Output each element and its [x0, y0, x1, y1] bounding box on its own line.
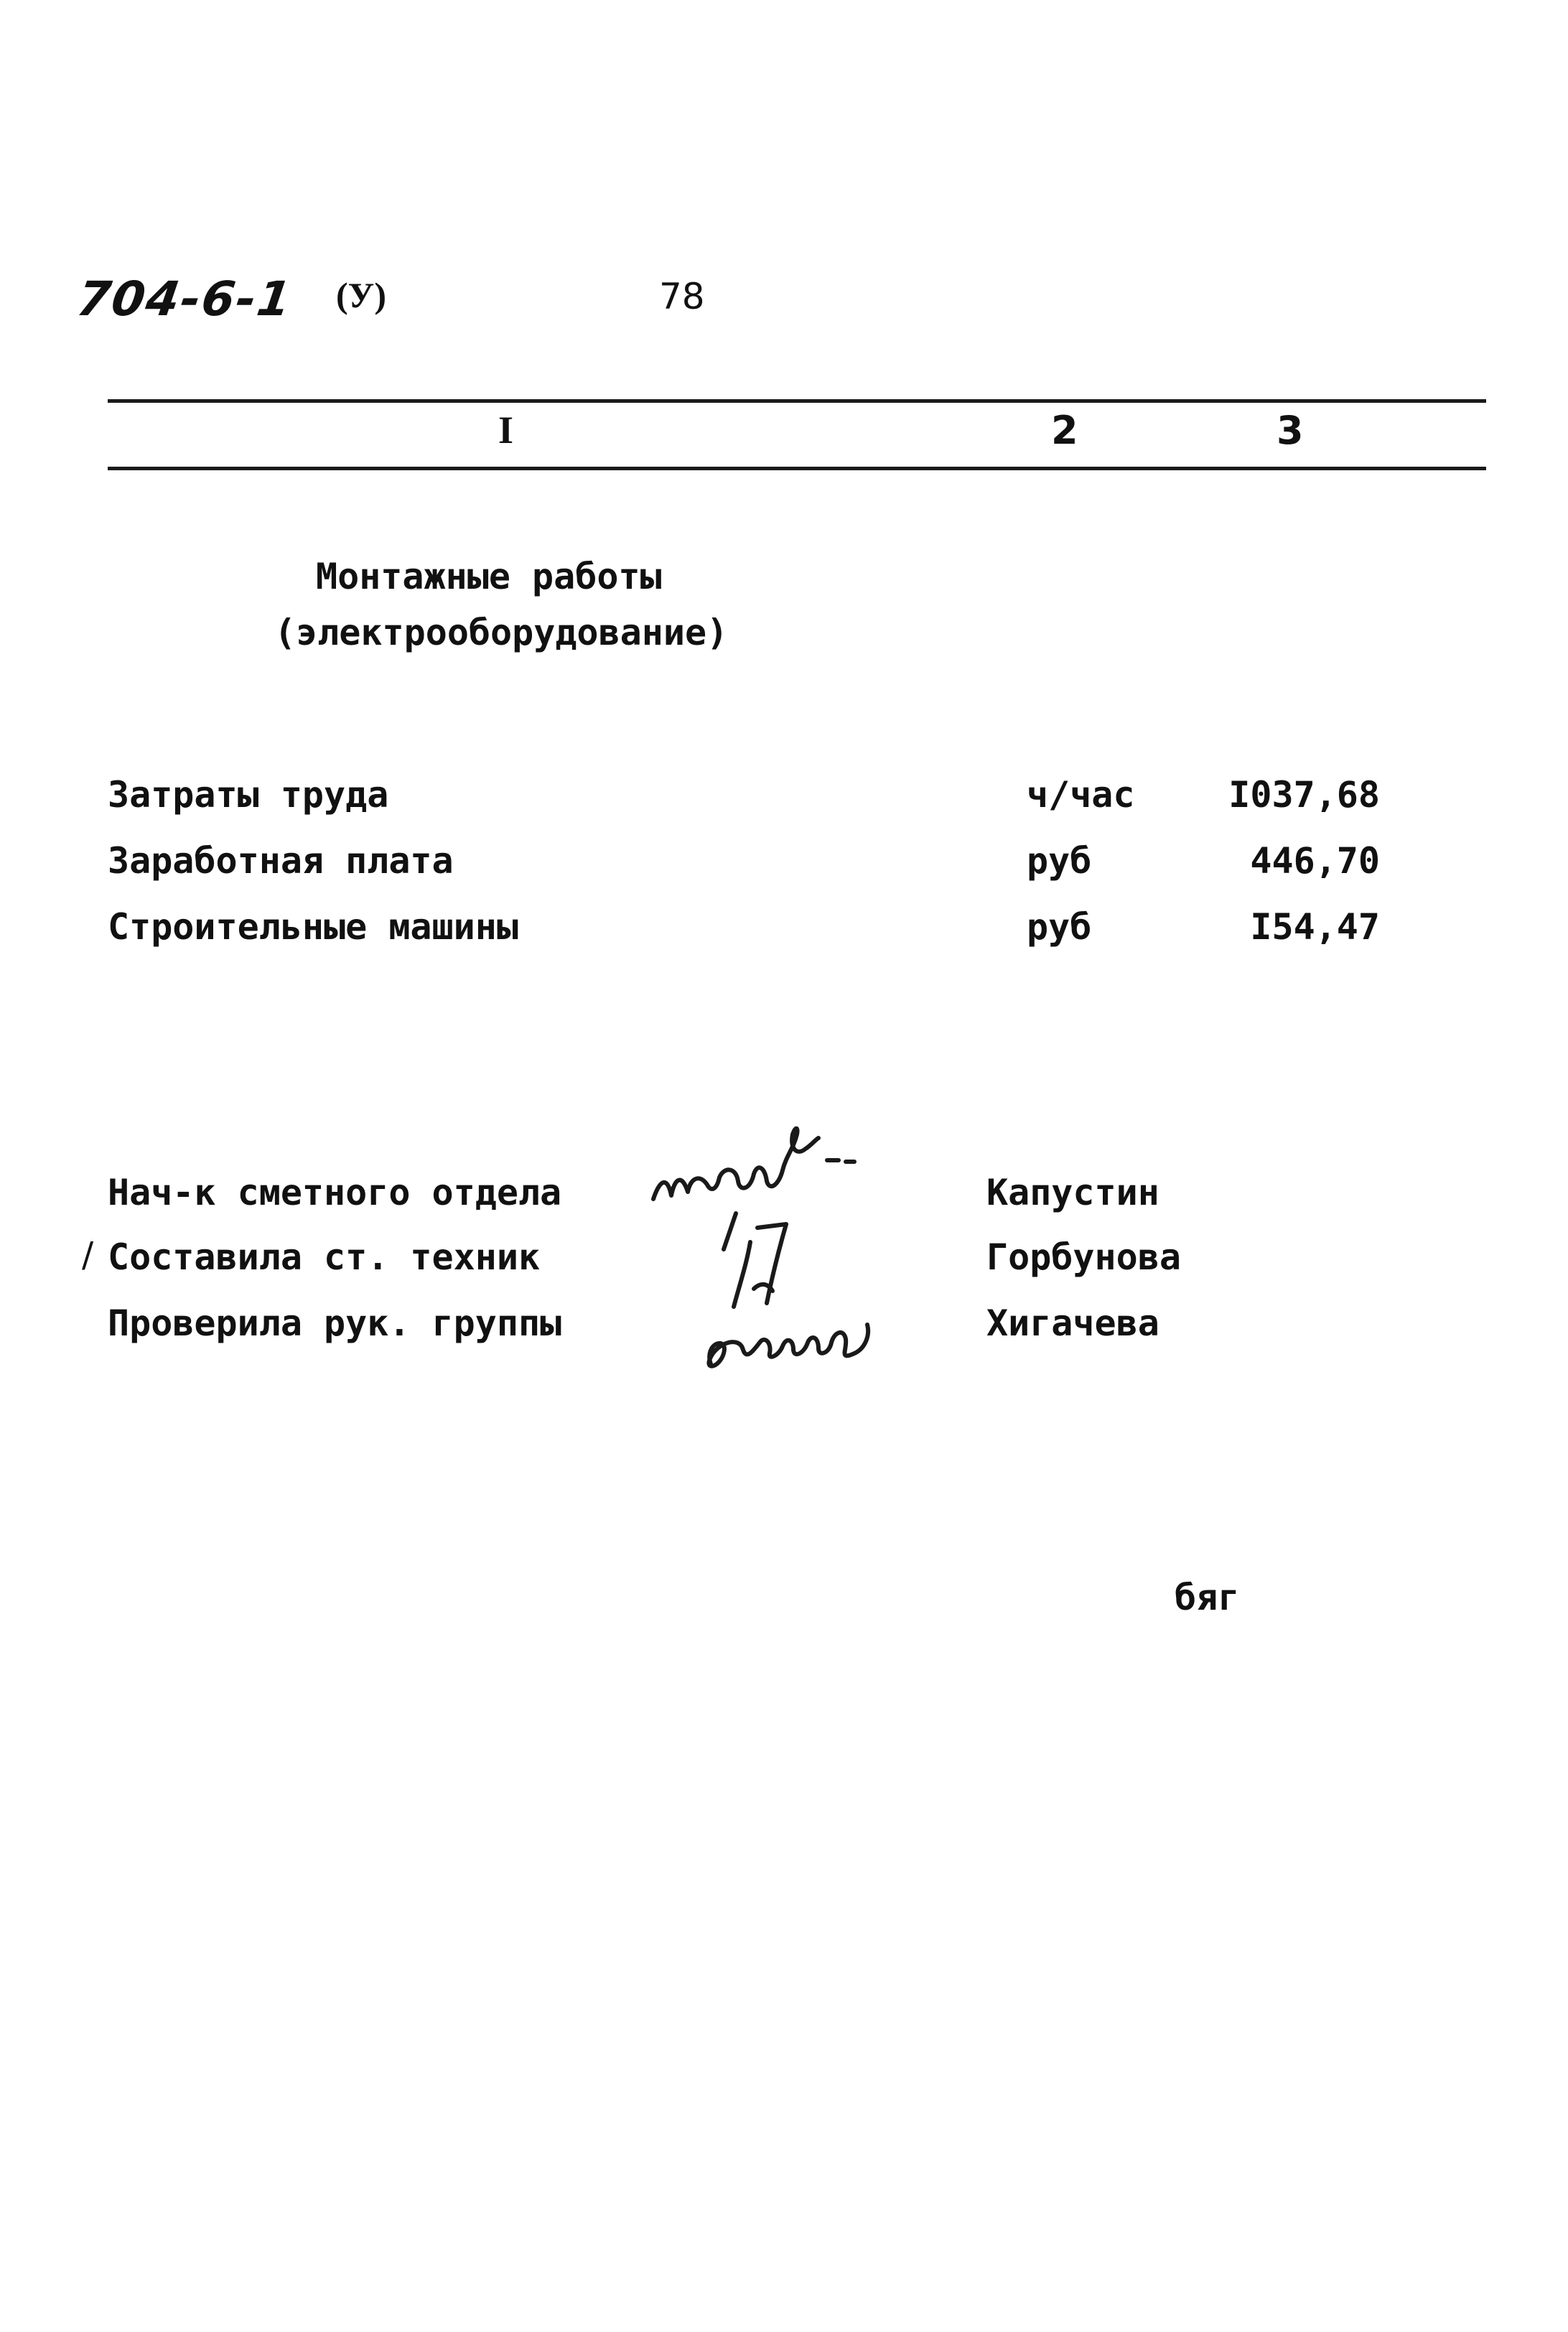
signature-name-head: Капустин: [986, 1172, 1159, 1213]
signature-name-checker: Хигачева: [986, 1302, 1159, 1344]
row-label-labor-costs: Затраты труда: [108, 774, 389, 816]
column-header-1: I: [498, 409, 514, 452]
row-value-wages: 446,70: [1250, 840, 1380, 882]
row-label-construction-machines: Строительные машины: [108, 906, 518, 948]
section-subtitle: (электрооборудование): [274, 612, 729, 653]
row-unit-construction-machines: руб: [1027, 906, 1092, 948]
signature-role-compiler: Составила ст. техник: [108, 1236, 541, 1278]
section-title: Монтажные работы: [316, 556, 662, 597]
document-mark: (У): [336, 275, 386, 315]
handwritten-signatures: [639, 1106, 955, 1393]
column-header-2: 2: [1051, 408, 1078, 453]
footer-mark: бяг: [1175, 1577, 1240, 1618]
table-header-bottom-rule: [108, 467, 1486, 470]
signature-name-compiler: Горбунова: [986, 1236, 1181, 1278]
row-unit-wages: руб: [1027, 840, 1092, 882]
margin-slash-mark: /: [82, 1235, 94, 1275]
signature-role-head: Нач-к сметного отдела: [108, 1172, 562, 1213]
row-value-construction-machines: I54,47: [1250, 906, 1380, 948]
row-value-labor-costs: I037,68: [1228, 774, 1380, 816]
column-header-3: 3: [1277, 408, 1304, 453]
signature-role-checker: Проверила рук. группы: [108, 1302, 562, 1344]
table-header-top-rule: [108, 399, 1486, 403]
row-label-wages: Заработная плата: [108, 840, 454, 882]
page-number: 78: [659, 276, 705, 317]
document-code: 704-6-1: [73, 271, 296, 327]
row-unit-labor-costs: ч/час: [1027, 774, 1135, 816]
